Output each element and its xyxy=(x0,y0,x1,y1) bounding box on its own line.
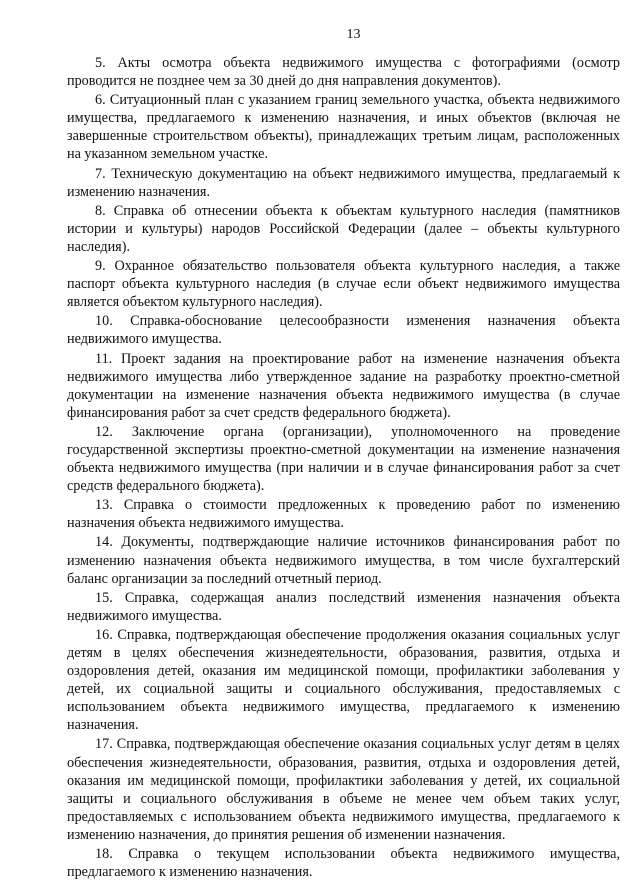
list-item-9: 9. Охранное обязательство пользователя объекта культурного наследия, а также паспорт объекта культурного наследия (в случае если объект недвижимого имущества является объектом культурного наследия). xyxy=(67,258,620,311)
list-item-14: 14. Документы, подтверждающие наличие источников финансирования работ по изменению назначения объекта недвижимого имущества, в том числе бухгалтерский баланс организации за последний отчетный период. xyxy=(67,534,620,587)
list-item-18: 18. Справка о текущем использовании объекта недвижимого имущества, предлагаемого к изменению назначения. xyxy=(67,846,620,881)
list-item-12: 12. Заключение органа (организации), уполномоченного на проведение государственной экспертизы проектно-сметной документации на изменение назначения объекта недвижимого имущества (при наличии и в случае финансирования работ за счет средств федерального бюджета). xyxy=(67,423,620,495)
list-item-6: 6. Ситуационный план с указанием границ земельного участка, объекта недвижимого имущества, предлагаемого к изменению назначения, и иных объектов (включая не завершенные строительством объекты), принадлежащих третьим лицам, расположенных на указанном земельном участке. xyxy=(67,92,620,163)
page-number: 13 xyxy=(346,27,361,42)
list-item-17: 17. Справка, подтверждающая обеспечение оказания социальных услуг детям в целях обеспечения жизнедеятельности, образования, развития, отдыха и оздоровления детей, оказания им медицинской помощи, профилактики заболевания у детей, их социальной защиты и социального обслуживания в объеме не менее чем объем таких услуг, предоставляемых с использованием объекта недвижимого имущества, предлагаемого к изменению назначения, до принятия решения об изменении назначения. xyxy=(67,736,620,843)
list-item-5: 5. Акты осмотра объекта недвижимого имущества с фотографиями (осмотр проводится не позднее чем за 30 дней до дня направления документов). xyxy=(67,55,620,90)
list-item-10: 10. Справка-обоснование целесообразности изменения назначения объекта недвижимого имущества. xyxy=(67,313,620,348)
list-item-15: 15. Справка, содержащая анализ последствий изменения назначения объекта недвижимого имущества. xyxy=(67,589,620,624)
list-item-11: 11. Проект задания на проектирование работ на изменение назначения объекта недвижимого имущества либо утвержденное задание на разработку проектно-сметной документации на изменение назначения объекта недвижимого имущества (в случае финансирования работ за счет средств федерального бюджета). xyxy=(67,350,620,421)
list-item-16: 16. Справка, подтверждающая обеспечение продолжения оказания социальных услуг детям в целях обеспечения жизнедеятельности, образования, развития, отдыха и оздоровления детей, оказания им медицинской помощи, профилактики заболевания у детей, их социальной защиты и социального обслуживания, предоставляемых с использованием объекта недвижимого имущества, предлагаемого к изменению назначения. xyxy=(67,626,620,734)
list-item-13: 13. Справка о стоимости предложенных к проведению работ по изменению назначения объекта недвижимого имущества. xyxy=(67,497,620,532)
list-item-8: 8. Справка об отнесении объекта к объектам культурного наследия (памятников истории и культуры) народов Российской Федерации (далее – объекты культурного наследия). xyxy=(67,202,620,255)
list-item-7: 7. Техническую документацию на объект недвижимого имущества, предлагаемый к изменению назначения. xyxy=(67,165,620,200)
